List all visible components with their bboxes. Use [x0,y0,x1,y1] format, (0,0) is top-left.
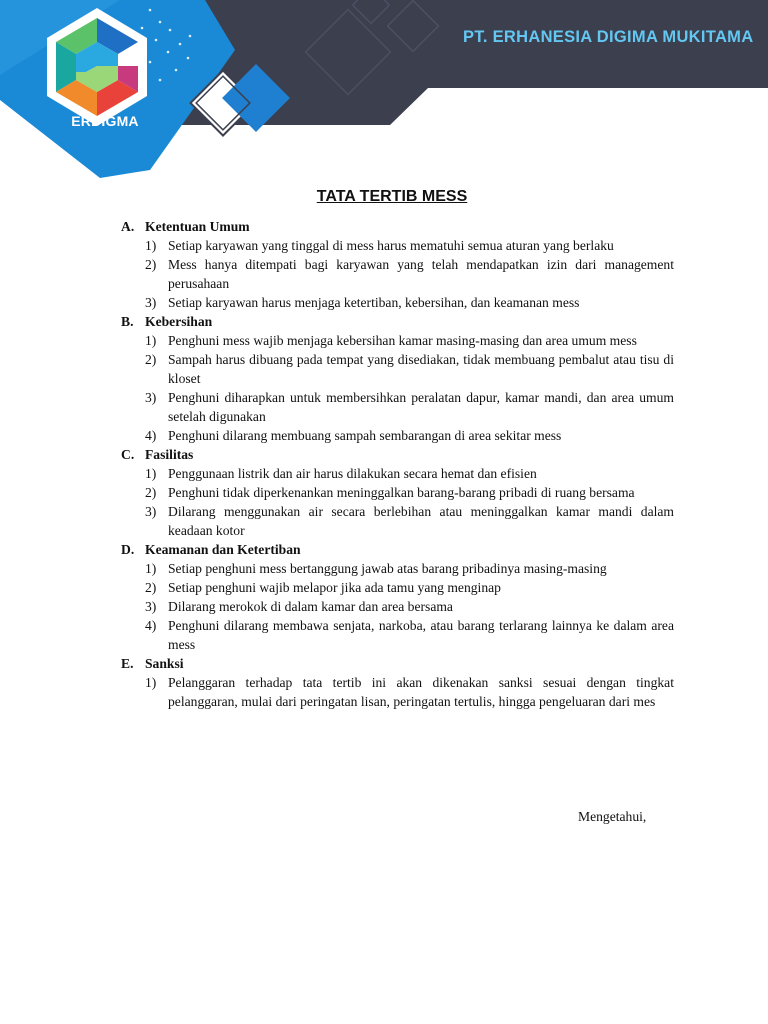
rule-text: Mess hanya ditempati bagi karyawan yang telah mendapatkan izin dari management perusahaan [168,257,674,291]
rule-text: Penggunaan listrik dan air harus dilakukan secara hemat dan efisien [168,466,537,481]
rule-number: 1) [145,333,157,348]
section-title: Kebersihan [145,314,213,329]
rules-content [121,217,674,711]
section-letter: A. [121,219,135,234]
section-heading [121,654,674,673]
rule-item [121,331,674,350]
rule-item [121,236,674,255]
rule-item [121,616,674,654]
rule-list [121,236,674,312]
company-name: PT. ERHANESIA DIGIMA MUKITAMA [463,28,754,46]
rule-number: 3) [145,504,157,519]
rule-text: Penghuni tidak diperkenankan meninggalkan barang-barang pribadi di ruang bersama [168,485,635,500]
section-title: Ketentuan Umum [145,219,250,234]
section-letter: D. [121,542,135,557]
rule-text: Penghuni dilarang membawa senjata, narkoba, atau barang terlarang lainnya ke dalam area mess [168,618,674,652]
rule-text: Dilarang merokok di dalam kamar dan area bersama [168,599,453,614]
rule-number: 4) [145,428,157,443]
rule-list [121,331,674,445]
rule-item [121,559,674,578]
rule-text: Setiap karyawan harus menjaga ketertiban, kebersihan, dan keamanan mess [168,295,580,310]
rule-item [121,483,674,502]
rule-item [121,293,674,312]
section-title: Keamanan dan Ketertiban [145,542,301,557]
section-ketentuan-umum [121,217,674,312]
rule-list [121,464,674,540]
section-letter: C. [121,447,135,462]
rule-text: Sampah harus dibuang pada tempat yang disediakan, tidak membuang pembalut atau tisu di kloset [168,352,674,386]
section-heading [121,217,674,236]
section-heading [121,312,674,331]
rule-number: 3) [145,390,157,405]
section-letter: E. [121,656,134,671]
rule-item [121,502,674,540]
rule-number: 2) [145,257,157,272]
section-fasilitas [121,445,674,540]
section-letter: B. [121,314,134,329]
rule-text: Dilarang menggunakan air secara berlebihan atau meninggalkan kamar mandi dalam keadaan kotor [168,504,674,538]
rule-item [121,350,674,388]
rule-list [121,673,674,711]
rule-item [121,388,674,426]
rule-text: Setiap penghuni mess bertanggung jawab atas barang pribadinya masing-masing [168,561,607,576]
rule-number: 1) [145,466,157,481]
signoff-text: Mengetahui, [578,809,647,824]
rule-item [121,426,674,445]
rule-list [121,559,674,654]
rule-text: Setiap karyawan yang tinggal di mess harus mematuhi semua aturan yang berlaku [168,238,614,253]
rule-text: Pelanggaran terhadap tata tertib ini akan dikenakan sanksi sesuai dengan tingkat pelanggaran, mulai dari peringatan lisan, peringatan tertulis, hingga pengeluaran dari mes [168,675,674,709]
rule-number: 1) [145,675,157,690]
rule-text: Penghuni mess wajib menjaga kebersihan kamar masing-masing dan area umum mess [168,333,637,348]
rule-number: 2) [145,352,157,367]
rule-text: Penghuni dilarang membuang sampah sembarangan di area sekitar mess [168,428,562,443]
section-heading [121,445,674,464]
section-kebersihan [121,312,674,445]
rule-number: 3) [145,599,157,614]
logo-wordmark: ERDIGMA [71,113,139,129]
rule-item [121,578,674,597]
section-title: Sanksi [145,656,184,671]
rule-text: Penghuni diharapkan untuk membersihkan peralatan dapur, kamar mandi, dan area umum setelah digunakan [168,390,674,424]
rule-number: 2) [145,580,157,595]
section-title: Fasilitas [145,447,194,462]
rule-item [121,464,674,483]
rule-number: 1) [145,561,157,576]
document-title: TATA TERTIB MESS [316,188,468,205]
rule-item [121,255,674,293]
rule-number: 2) [145,485,157,500]
letterhead [0,0,768,190]
rule-number: 1) [145,238,157,253]
rule-item [121,597,674,616]
rule-text: Setiap penghuni wajib melapor jika ada tamu yang menginap [168,580,501,595]
section-sanksi [121,654,674,711]
rule-number: 4) [145,618,157,633]
rule-number: 3) [145,295,157,310]
section-keamanan-ketertiban [121,540,674,654]
section-heading [121,540,674,559]
rule-item [121,673,674,711]
